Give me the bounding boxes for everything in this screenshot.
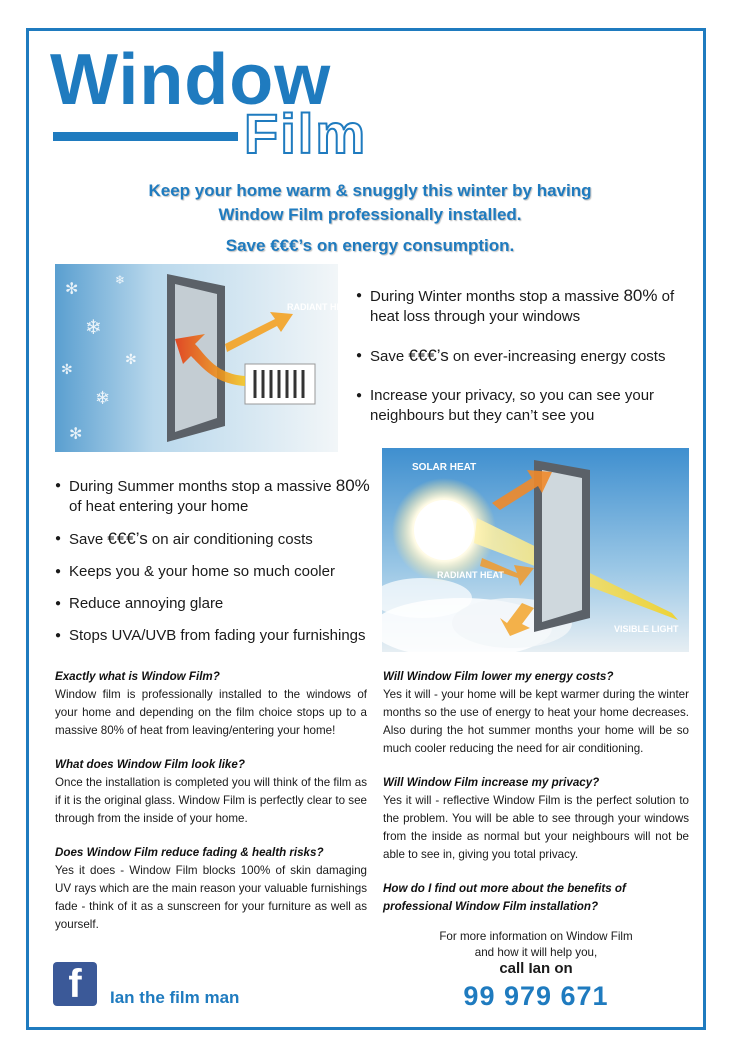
logo-divider xyxy=(53,132,238,141)
svg-text:✻: ✻ xyxy=(69,424,83,443)
faq-question: Will Window Film increase my privacy? xyxy=(383,776,600,789)
faq-question: What does Window Film look like? xyxy=(55,758,245,771)
svg-text:❄: ❄ xyxy=(95,388,111,409)
faq-question: Exactly what is Window Film? xyxy=(55,670,220,683)
summer-radiant-heat-label: RADIANT HEAT xyxy=(437,570,504,580)
logo-title-film: Film xyxy=(244,102,368,165)
svg-text:❄: ❄ xyxy=(115,273,126,287)
list-item: ● During Summer months stop a massive 80% of heat entering your home xyxy=(55,476,375,517)
summer-benefits-list xyxy=(55,476,375,658)
list-item: ● Stops UVA/UVB from fading your furnishings xyxy=(55,626,375,646)
visible-light-label: VISIBLE LIGHT xyxy=(614,624,679,634)
svg-text:✻: ✻ xyxy=(61,362,73,378)
faq-answer: Yes it does - Window Film blocks 100% of skin damaging UV rays which are the main reason your valuable furnishings fade - think of it as a sunscreen for your furniture as well as yourself. xyxy=(55,864,367,931)
phone-number[interactable]: 99 979 671 xyxy=(463,981,609,1011)
list-item: ● During Winter months stop a massive 80% of heat loss through your windows xyxy=(356,286,696,327)
facebook-icon[interactable]: f xyxy=(53,962,97,1006)
summer-window-illustration xyxy=(382,448,689,652)
winter-window-illustration xyxy=(55,264,354,452)
faq-answer: Window film is professionally installed to the windows of your home and depending on the film choice stops up to a massive 80% of heat from leaving/entering your home! xyxy=(55,688,367,737)
faq-answer: Yes it will - reflective Window Film is the perfect solution to the problem. You will be able to see through your windows from the inside as normal but your neighbours will not be able to see in, giving you total privacy. xyxy=(383,794,689,861)
tagline-line-1: Keep your home warm & snuggly this winter by having xyxy=(148,181,592,200)
call-text: call Ian on xyxy=(499,960,573,977)
faq-answer: Yes it will - your home will be kept warmer during the winter months so the use of energy to heat your home decreases. Also during the hot summer months your home will be so much cooler reducing the need for air conditioning. xyxy=(383,688,689,755)
logo-title-window: Window xyxy=(50,40,332,120)
svg-text:❄: ❄ xyxy=(85,315,102,339)
winter-radiant-heat-label: RADIANT HEAT xyxy=(287,302,354,312)
contact-info-text: For more information on Window Film and how it will help you, xyxy=(439,930,633,959)
faq-answer: Once the installation is completed you will think of the film as if it is the original glass. Window Film is perfectly clear to see through from the inside of your home. xyxy=(55,776,367,825)
svg-text:✻: ✻ xyxy=(125,352,137,368)
faq-question: How do I find out more about the benefits of professional Window Film installation? xyxy=(383,882,626,913)
list-item: ● Increase your privacy, so you can see your neighbours but they can’t see you xyxy=(356,386,696,426)
winter-benefits-list xyxy=(356,286,696,445)
svg-text:✻: ✻ xyxy=(65,279,79,298)
tagline-line-2: Window Film professionally installed. xyxy=(218,205,522,224)
list-item: ● Reduce annoying glare xyxy=(55,594,375,614)
faq-left-column xyxy=(55,668,367,950)
list-item: ● Keeps you & your home so much cooler xyxy=(55,562,375,582)
faq-right-column xyxy=(383,668,689,916)
facebook-page-name[interactable]: Ian the film man xyxy=(110,988,240,1007)
list-item: ● Save €€€’s on air conditioning costs xyxy=(55,529,375,550)
solar-heat-label: SOLAR HEAT xyxy=(412,462,477,473)
tagline-line-3: Save €€€’s on energy consumption. xyxy=(225,236,515,255)
faq-question: Does Window Film reduce fading & health risks? xyxy=(55,846,324,859)
list-item: ● Save €€€’s on ever-increasing energy costs xyxy=(356,346,696,367)
faq-question: Will Window Film lower my energy costs? xyxy=(383,670,614,683)
